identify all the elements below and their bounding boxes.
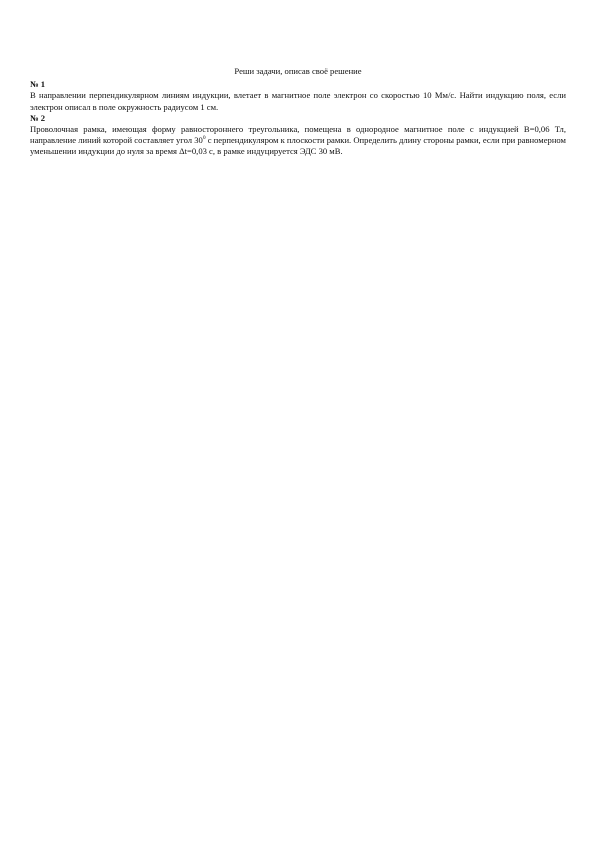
degree-superscript: 0 <box>202 135 206 142</box>
task-1 <box>30 79 566 113</box>
task-text: В направлении перпендикулярном линиям индукции, влетает в магнитное поле электрон со скоростью 10 Мм/с. Найти индукцию поля, если электрон описал в поле окружность радиусом 1 см. <box>30 90 566 112</box>
task-text <box>30 124 566 158</box>
document-page <box>30 66 566 158</box>
task-text-part: Проволочная рамка, имеющая форму равностороннего треугольника, помещена в однородное магнитное поле с индукцией В=0,06 Тл, направление линий которой составляет угол 30 <box>30 124 566 146</box>
task-2 <box>30 113 566 158</box>
task-number: № 2 <box>30 112 46 123</box>
document-title: Реши задачи, описав своё решение <box>234 66 362 76</box>
task-number: № 1 <box>30 79 46 90</box>
task-text-part: с перпендикуляром к плоскости рамки. Определить длину стороны рамки, если при равномерном уменьшении индукции до нуля за время Δt=0,03 с, в рамке индуцируется ЭДС 30 мВ. <box>30 135 566 157</box>
